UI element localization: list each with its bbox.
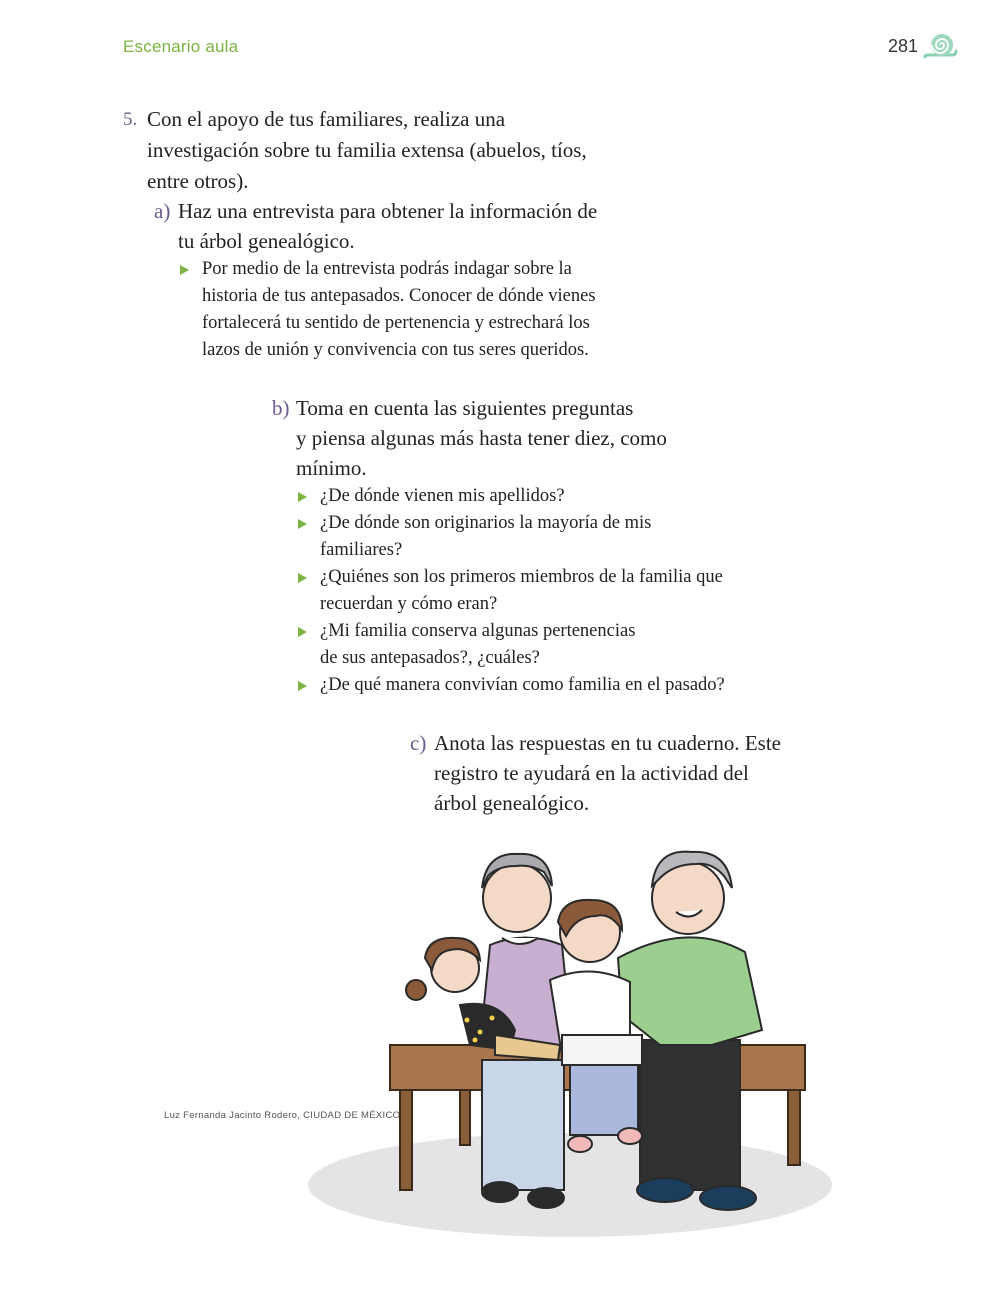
part-a-line: Haz una entrevista para obtener la información de	[178, 199, 598, 223]
part-b-text	[296, 393, 667, 483]
part-a-bullet-list	[178, 256, 596, 364]
part-a-letter: a)	[154, 199, 171, 223]
list-item: ¿De dónde son originarios la mayoría de mis familiares?	[296, 510, 725, 564]
list-item: ¿De dónde vienen mis apellidos?	[296, 483, 725, 510]
question-line: Con el apoyo de tus familiares, realiza una	[147, 107, 506, 131]
family-bench-illustration	[300, 840, 845, 1250]
grandfather	[618, 852, 762, 1210]
part-a-line: tu árbol genealógico.	[178, 229, 355, 253]
list-item: Por medio de la entrevista podrás indagar sobre la historia de tus antepasados. Conocer de dónde vienes fortalecerá tu sentido de pertenencia y estrechará los lazos de unión y convivencia con tus seres queridos.	[178, 256, 596, 364]
list-item: ¿Quiénes son los primeros miembros de la familia que recuerdan y cómo eran?	[296, 564, 725, 618]
list-item: ¿De qué manera convivían como familia en el pasado?	[296, 672, 725, 699]
list-item: ¿Mi familia conserva algunas pertenencias de sus antepasados?, ¿cuáles?	[296, 618, 725, 672]
part-b-letter: b)	[272, 396, 290, 420]
question-text	[147, 104, 627, 197]
illustration-credit: Luz Fernanda Jacinto Rodero, CIUDAD DE MÉXICO	[164, 1110, 401, 1121]
question-line: entre otros).	[147, 169, 249, 193]
part-c-line: Anota las respuestas en tu cuaderno. Este	[434, 731, 781, 755]
question-line: investigación sobre tu familia extensa (abuelos, tíos,	[147, 138, 587, 162]
snail-spiral-icon	[922, 31, 958, 61]
part-b-line: mínimo.	[296, 456, 367, 480]
part-c-letter: c)	[410, 731, 427, 755]
page-number: 281	[888, 36, 919, 56]
bullet-arrow-icon	[298, 492, 307, 502]
bullet-arrow-icon	[298, 681, 307, 691]
part-c-line: árbol genealógico.	[434, 791, 590, 815]
part-b-line: Toma en cuenta las siguientes preguntas	[296, 396, 634, 420]
section-title: Escenario aula	[123, 37, 239, 56]
bullet-arrow-icon	[298, 573, 307, 583]
part-b-line: y piensa algunas más hasta tener diez, como	[296, 426, 667, 450]
part-b-question-list	[296, 483, 725, 699]
bullet-arrow-icon	[298, 627, 307, 637]
part-a-text	[178, 196, 597, 256]
part-c-line: registro te ayudará en la actividad del	[434, 761, 749, 785]
part-c-text	[434, 728, 781, 818]
bullet-arrow-icon	[180, 265, 189, 275]
question-number: 5.	[123, 109, 138, 130]
bullet-arrow-icon	[298, 519, 307, 529]
